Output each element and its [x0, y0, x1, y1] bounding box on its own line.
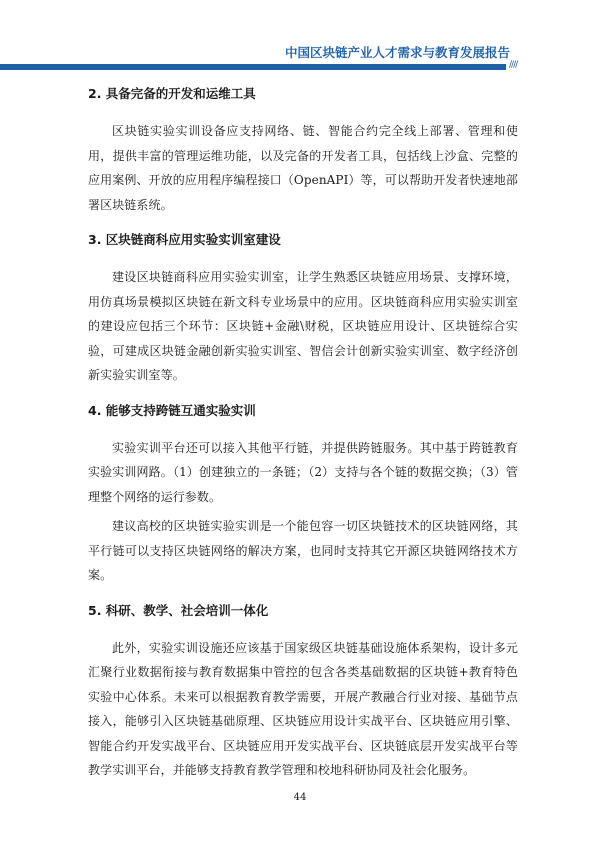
- section-title: 4. 能够支持跨链互通实验实训: [88, 402, 256, 418]
- page-number: 44: [293, 792, 307, 803]
- page-body: [88, 84, 518, 783]
- header-title: 中国区块链产业人才需求与教育发展报告: [284, 45, 510, 60]
- section-title: 2. 具备完备的开发和运维工具: [88, 86, 256, 101]
- paragraph: 建设区块链商科应用实验实训室，让学生熟悉区块链应用场景、支撑环境，用仿真场景模拟区块链在新文科专业场景中的应用。区块链商科应用实验实训室的建设应包括三个环节：区块链+金融\财税，区块链应用设计、区块链综合实验，可建成区块链金融创新实验实训室、智信会计创新实验实训室、数字经济创新实验实训室等。: [88, 270, 518, 382]
- header-rule: [0, 64, 506, 70]
- paragraph: 建议高校的区块链实验实训是一个能包容一切区块链技术的区块链网络，其平行链可以支持区块链网络的解决方案，也同时支持其它开源区块链网络技术方案。: [88, 519, 518, 582]
- section-title: 3. 区块链商科应用实验实训室建设: [88, 232, 281, 247]
- section-title: 5. 科研、教学、社会培训一体化: [88, 602, 269, 618]
- paragraph: 此外，实验实训设施还应该基于国家级区块链基础设施体系架构，设计多元汇聚行业数据衔接与教育数据集中管控的包含各类基础数据的区块链+教育特色实验中心体系。未来可以根据教育教学需要，开展产教融合行业对接、基础节点接入，能够引入区块链基础原理、区块链应用设计实战平台、区块链应用引擎、智能合约开发实战平台、区块链应用开发实战平台、区块链底层开发实战平台等教学实训平台，并能够支持教育教学管理和校地科研协同及社会化服务。: [88, 640, 518, 777]
- paragraph: 区块链实验实训设备应支持网络、链、智能合约完全线上部署、管理和使用，提供丰富的管理运维功能，以及完备的开发者工具，包括线上沙盒、完整的应用案例、开放的应用程序编程接口（OpenAPI）等，可以帮助开发者快速地部署区块链系统。: [88, 124, 518, 212]
- paragraph: 实验实训平台还可以接入其他平行链，并提供跨链服务。其中基于跨链教育实验实训网路。（1）创建独立的一条链；（2）支持与各个链的数据交换；（3）管理整个网络的运行参数。: [88, 440, 518, 504]
- header-slash-decoration: ////: [509, 60, 518, 70]
